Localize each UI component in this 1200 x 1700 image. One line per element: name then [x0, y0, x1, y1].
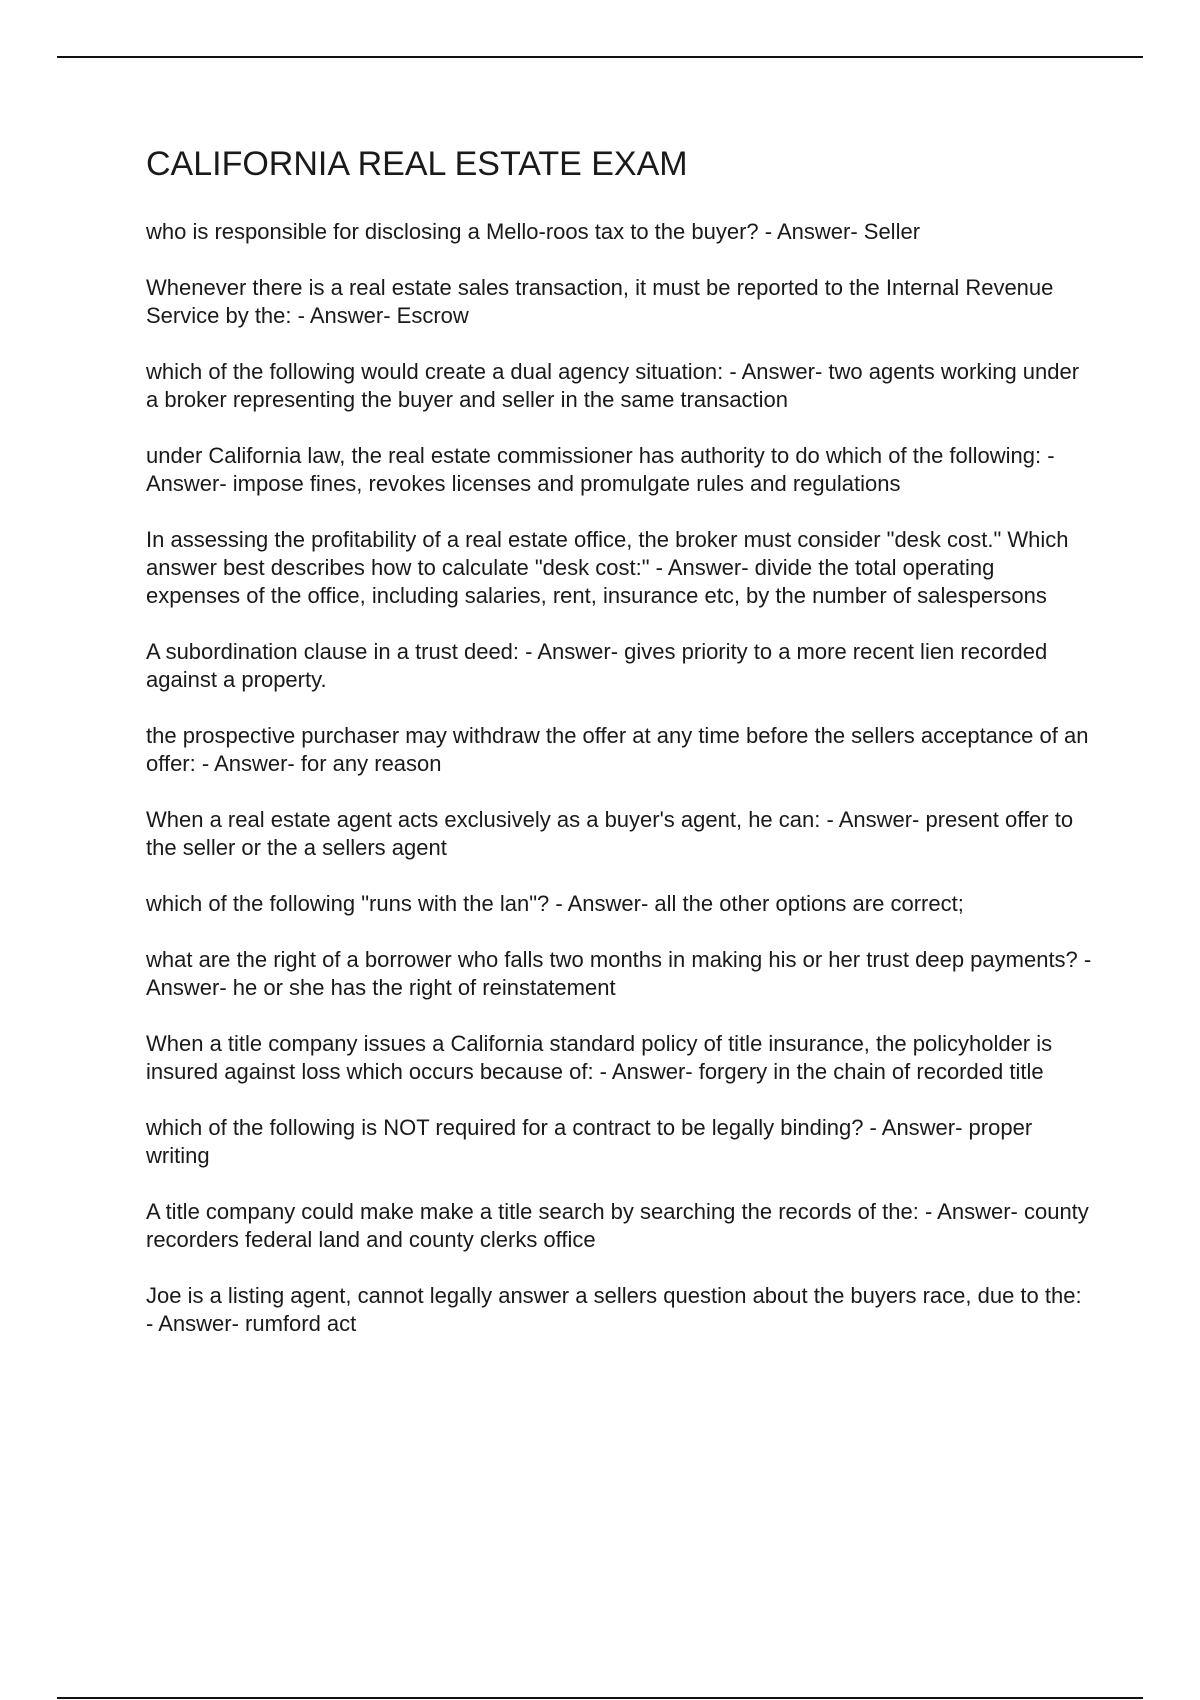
qa-entry: Whenever there is a real estate sales transaction, it must be reported to the Internal Revenue Service by the: - Answer- Escrow: [146, 275, 1054, 328]
qa-entry: which of the following is NOT required for a contract to be legally binding? - Answer- proper writing: [146, 1115, 1033, 1168]
qa-entry: Joe is a listing agent, cannot legally answer a sellers question about the buyers race, due to the: - Answer- rumford act: [146, 1283, 1082, 1336]
qa-entry: the prospective purchaser may withdraw the offer at any time before the sellers acceptance of an offer: - Answer- for any reason: [146, 723, 1089, 776]
qa-entry: When a title company issues a California standard policy of title insurance, the policyholder is insured against loss which occurs because of: - Answer- forgery in the chain of recorded title: [146, 1031, 1053, 1084]
top-divider: [57, 56, 1143, 58]
qa-entry: A subordination clause in a trust deed: - Answer- gives priority to a more recent lien recorded against a property.: [146, 639, 1048, 692]
document-body: [146, 142, 1094, 1366]
qa-entry: which of the following "runs with the lan"? - Answer- all the other options are correct;: [146, 891, 964, 916]
qa-entry: which of the following would create a dual agency situation: - Answer- two agents working under a broker representing the buyer and seller in the same transaction: [146, 359, 1080, 412]
qa-entry: A title company could make make a title search by searching the records of the: - Answer- county recorders federal land and county clerks office: [146, 1199, 1089, 1252]
qa-entry: who is responsible for disclosing a Mello-roos tax to the buyer? - Answer- Seller: [146, 219, 921, 244]
qa-entry: under California law, the real estate commissioner has authority to do which of the following: - Answer- impose fines, revokes licenses and promulgate rules and regulations: [146, 443, 1055, 496]
qa-entry: When a real estate agent acts exclusively as a buyer's agent, he can: - Answer- present offer to the seller or the a sellers agent: [146, 807, 1074, 860]
bottom-divider: [57, 1697, 1143, 1699]
document-title: CALIFORNIA REAL ESTATE EXAM: [146, 145, 688, 183]
qa-entry: what are the right of a borrower who falls two months in making his or her trust deep payments? - Answer- he or she has the right of reinstatement: [146, 947, 1092, 1000]
qa-entry: In assessing the profitability of a real estate office, the broker must consider "desk cost." Which answer best describes how to calculate "desk cost:" - Answer- divide the total operating expenses of the office, including salaries, rent, insurance etc, by the number of salespersons: [146, 527, 1069, 608]
